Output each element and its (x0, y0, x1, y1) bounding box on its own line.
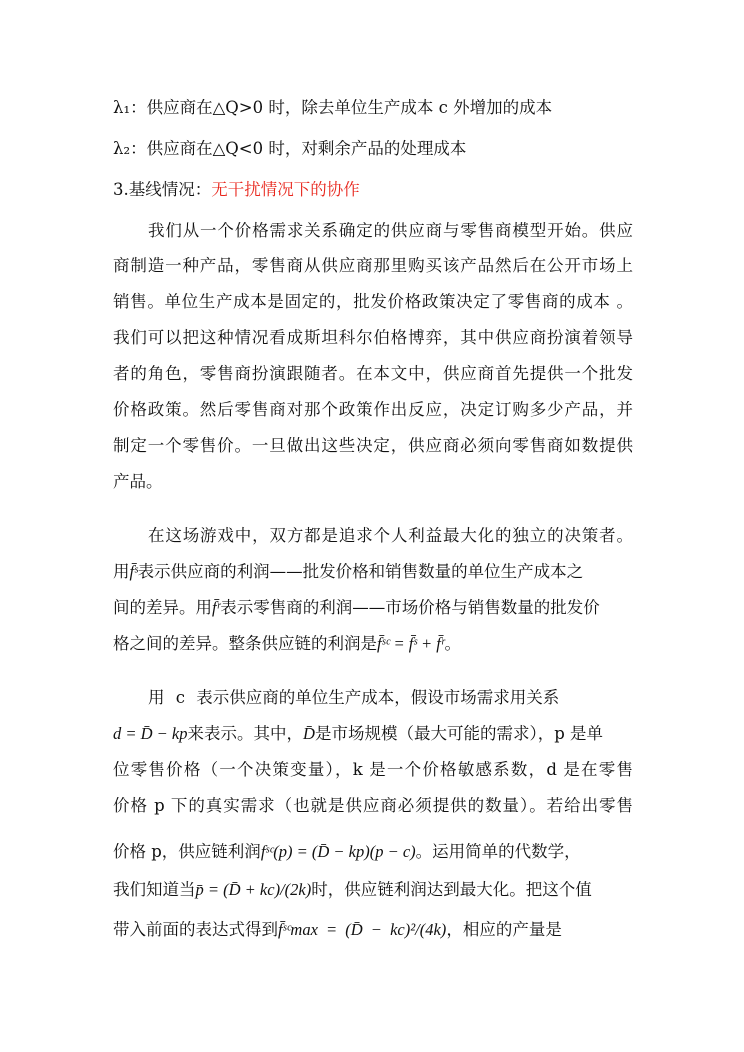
text-segment: 格之间的差异。整条供应链的利润是 (113, 634, 377, 653)
paragraph-2-line-1: 在这场游戏中，双方都是追求个人利益最大化的独立的决策者。 (148, 526, 633, 545)
paragraph-1-line-6: 价格政策。然后零售商对那个政策作出反应，决定订购多少产品，并 (113, 400, 633, 419)
text-segment: ，相应的产量是 (446, 920, 562, 939)
text-segment: 时，供应链利润达到最大化。把这个值 (311, 880, 592, 899)
text-segment: 带入前面的表达式得到 (113, 920, 278, 939)
paragraph-3-line-7 (113, 920, 633, 940)
paragraph-1-line-3: 销售。单位生产成本是固定的，批发价格政策决定了零售商的成本 。 (113, 292, 633, 311)
text-segment: 表示供应商的利润——批发价格和销售数量的单位生产成本之 (137, 562, 584, 581)
paragraph-3-line-1: 用 c 表示供应商的单位生产成本，假设市场需求用关系 (148, 688, 560, 707)
paragraph-3-line-3: 位零售价格（一个决策变量），k 是一个价格敏感系数，d 是在零售 (113, 760, 633, 779)
formula-chain-profit-function: fˢᶜ(p) = (D̄ − kp)(p − c) (260, 842, 416, 861)
formula-market-size: D̄ (303, 724, 315, 743)
paragraph-1-line-4: 我们可以把这种情况看成斯坦科尔伯格博弈，其中供应商扮演着领导 (113, 328, 633, 347)
text-segment: 来表示。其中， (187, 724, 304, 743)
formula-optimal-price: p̄ = (D̄ + kc)/(2k) (195, 880, 312, 899)
text-segment: 间的差异。用 (113, 598, 212, 617)
paragraph-1-line-5: 者的角色，零售商扮演跟随者。在本文中，供应商首先提供一个批发 (113, 364, 633, 383)
formula-demand: d = D̄ − kp (113, 724, 188, 743)
formula-retailer-profit: f̄ʳ (212, 598, 221, 617)
text-segment: 价格 p，供应链利润 (113, 842, 261, 861)
paragraph-3-line-2 (113, 724, 633, 744)
section-number-label: 3.基线情况： (113, 180, 212, 199)
paragraph-1-line-7: 制定一个零售价。一旦做出这些决定，供应商必须向零售商如数提供 (113, 436, 633, 455)
paragraph-3-line-4: 价格 p 下的真实需求（也就是供应商必须提供的数量）。若给出零售 (113, 796, 633, 815)
paragraph-1-line-1: 我们从一个价格需求关系确定的供应商与零售商模型开始。供应 (148, 221, 633, 240)
text-segment: 用 (113, 562, 130, 581)
paragraph-3-line-5 (113, 842, 633, 862)
paragraph-1-line-8: 产品。 (113, 472, 163, 491)
formula-max-profit: f̄ˢᶜmax = (D̄ − kc)²/(4k) (278, 920, 447, 939)
formula-chain-profit: f̄ˢᶜ = f̄ˢ + f̄ʳ (377, 634, 445, 653)
paragraph-1-line-2: 商制造一种产品，零售商从供应商那里购买该产品然后在公开市场上 (113, 256, 633, 275)
text-segment: 。运用简单的代数学， (415, 842, 581, 861)
text-segment: 是市场规模（最大可能的需求），p 是单 (314, 724, 603, 743)
paragraph-3-line-6 (113, 880, 633, 900)
paragraph-2-line-2 (113, 562, 633, 582)
definition-lambda1: λ₁：供应商在△Q>0 时，除去单位生产成本 c 外增加的成本 (113, 98, 553, 117)
definition-lambda2: λ₂：供应商在△Q<0 时，对剩余产品的处理成本 (113, 139, 467, 158)
text-segment: 表示零售商的利润——市场价格与销售数量的批发价 (220, 598, 600, 617)
paragraph-2-line-4 (113, 634, 633, 654)
section-title-red: 无干扰情况下的协作 (211, 180, 360, 199)
text-segment: 。 (444, 634, 461, 653)
paragraph-2-line-3 (113, 598, 633, 618)
text-segment: 我们知道当 (113, 880, 196, 899)
formula-supplier-profit: f̄ˢ (129, 562, 138, 581)
section-heading (113, 180, 633, 200)
